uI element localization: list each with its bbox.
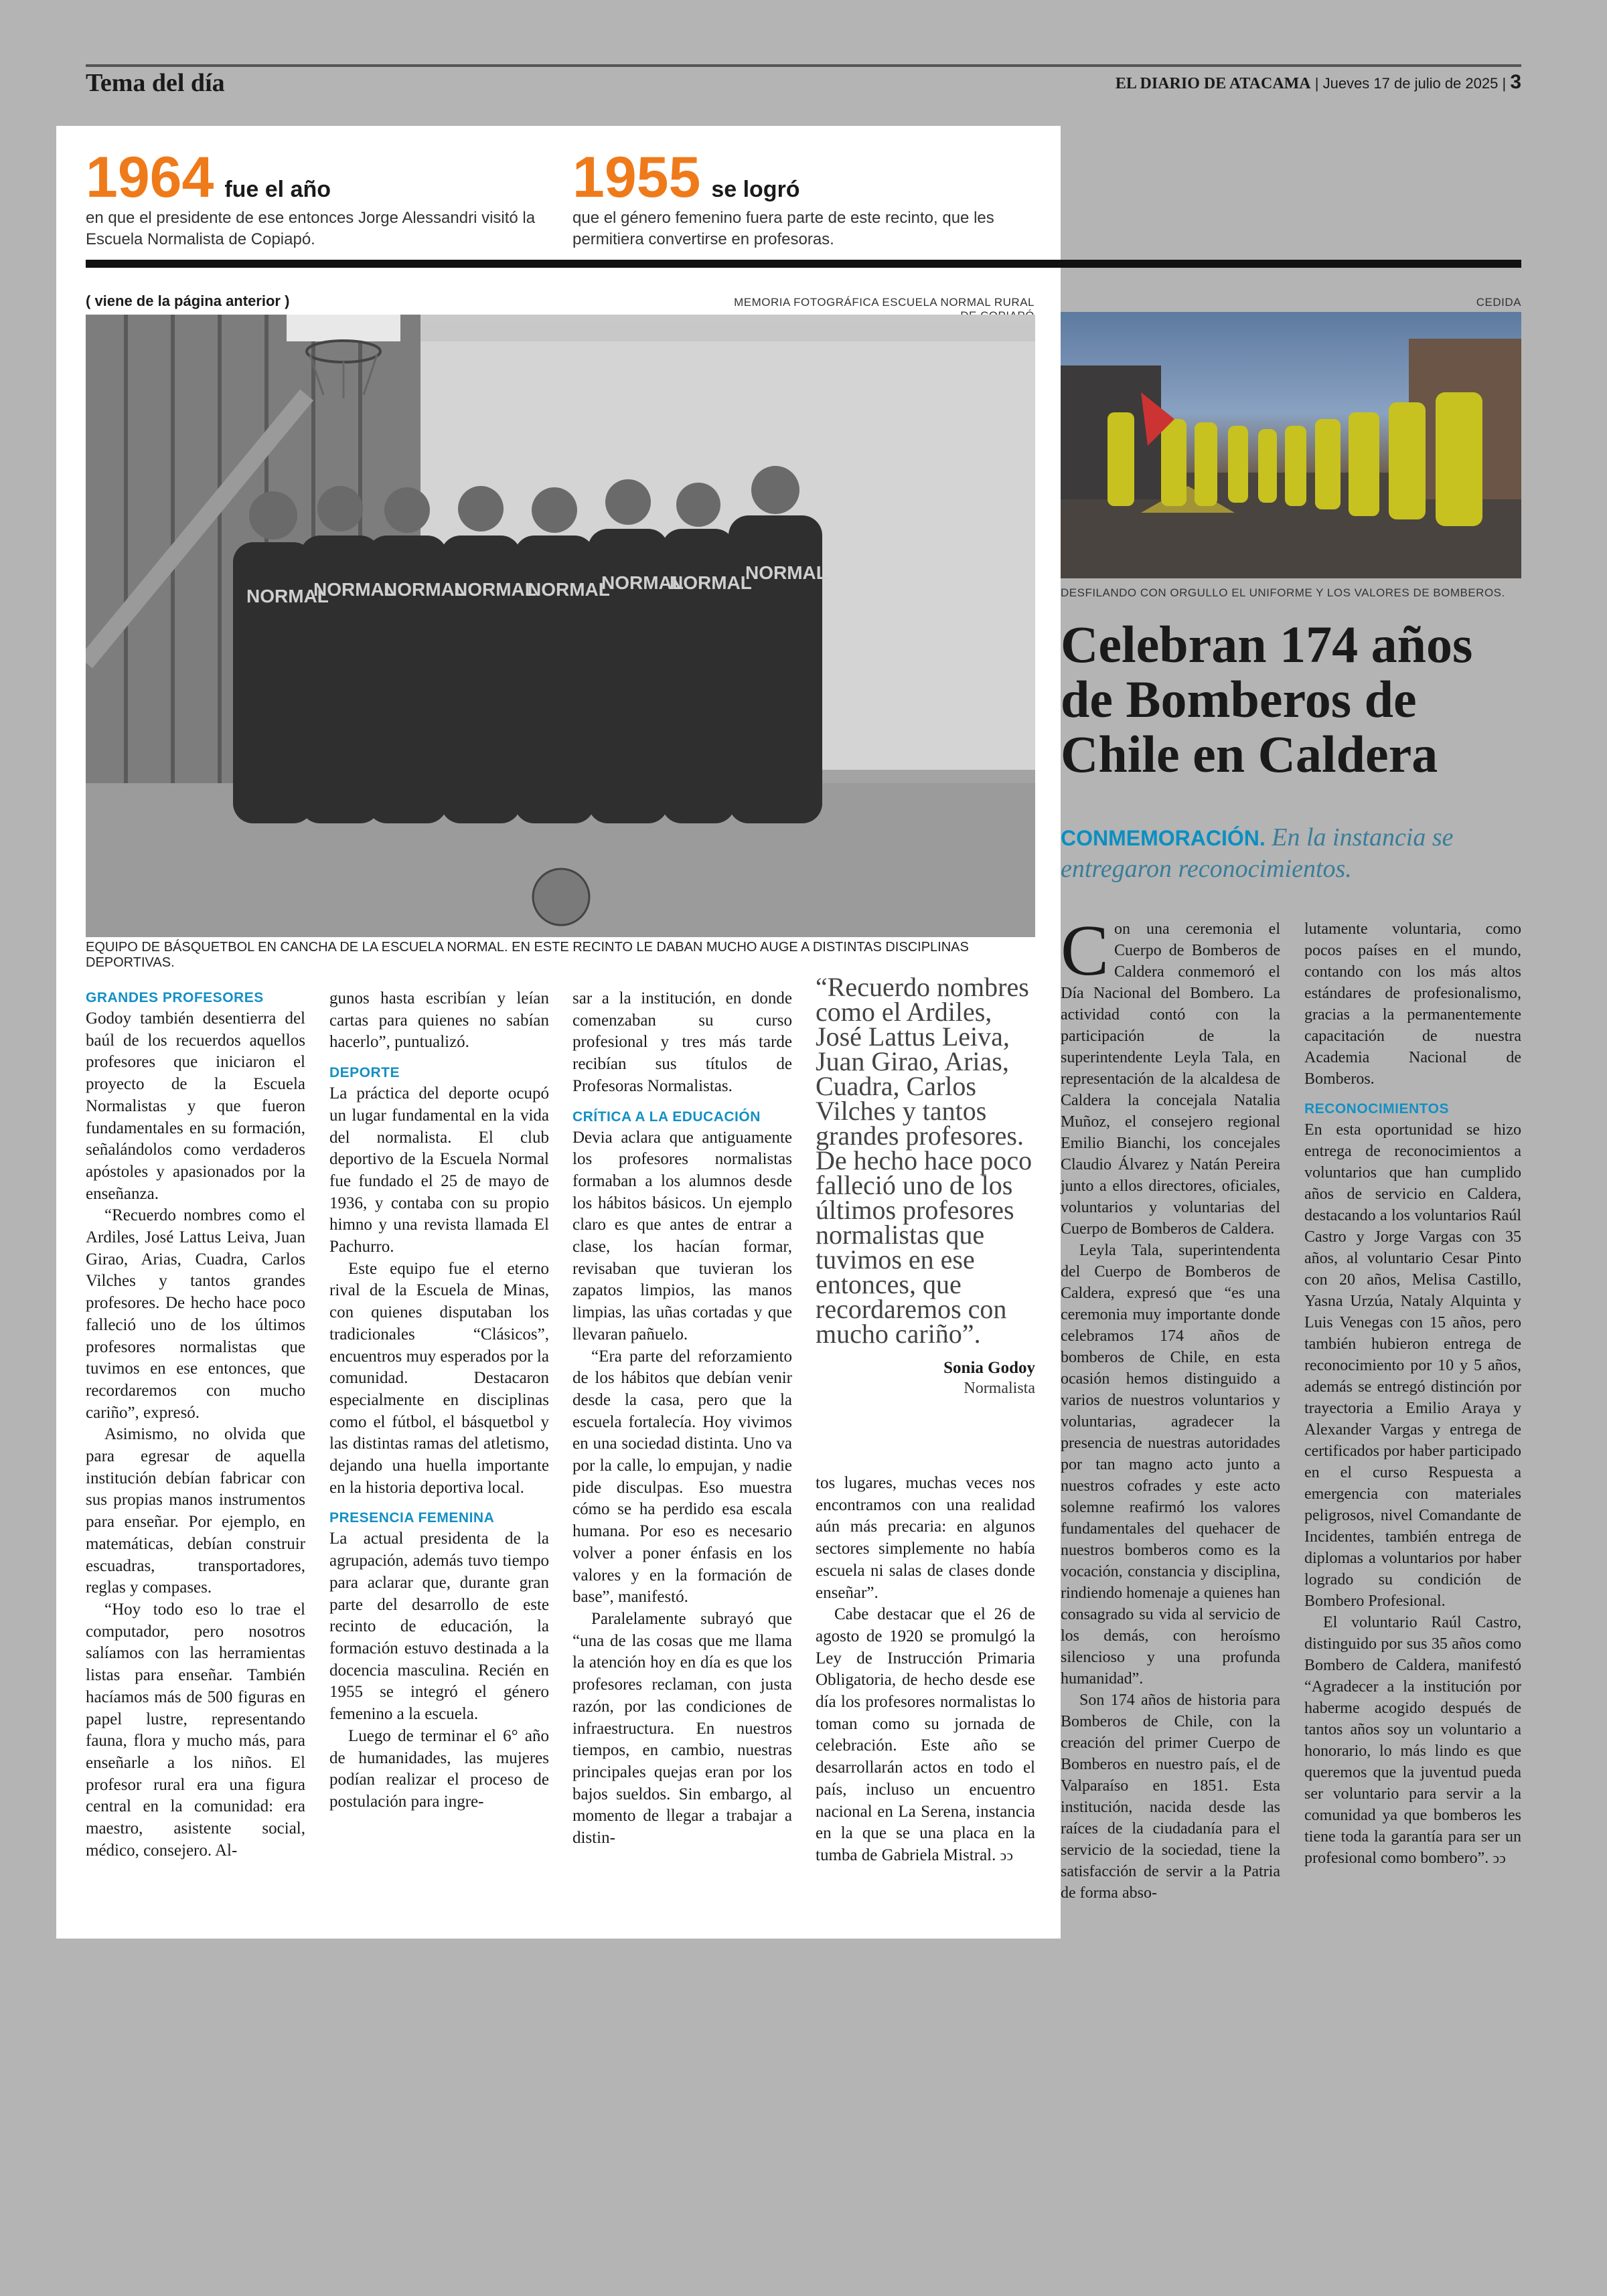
fact-lead: se logró [711,177,800,202]
jersey-lettering: NORMAL [670,572,752,593]
jersey-lettering: NORMAL [454,579,536,600]
paragraph: tos lugares, muchas veces nos encontramos con una realidad aún más precaria: en algunos sectores simplemente no había escuela ni salas de clases donde enseñar”. [816,1474,1035,1602]
section-divider [86,260,1521,268]
fact-year: 1955 [572,145,701,210]
photo-caption: EQUIPO DE BÁSQUETBOL EN CANCHA DE LA ESCUELA NORMAL. EN ESTE RECINTO LE DABAN MUCHO AUGE A DISTINTAS DISCIPLINAS DEPORTIVAS. [86,940,969,970]
paragraph: “Era parte del reforzamiento de los hábitos que debían venir desde la casa, pero que la escuela fortalecía. Hoy vivimos en una sociedad distinta. Uno va por la calle, lo empujan, y nadie pide disculpas. Eso muestra cómo se ha perdido esa escala humana. Por eso es necesario volver a poner énfasis en los valores y en la formación de base”, manifestó. [572,1347,792,1607]
paragraph: Devia aclara que antiguamente los profesores normalistas formaban a los alumnos desde los hábitos básicos. Un ejemplo claro es que antes de entrar a clase, los hacían formar, revisaban que tuvieran los zapatos limpios, las manos limpias, las uñas cortadas y que llevaran pañuelo. [572,1128,792,1343]
end-mark: ↄↄ [1000,1846,1013,1864]
paragraph: Paralelamente subrayó que “una de las cosas que me llama la atención hoy en día es que los profesores reclaman, con justa razón, por las condiciones de infraestructura. En nuestros tiempos, en cambio, nuestras principales quejas eran por los bajos sueldos. Sin embargo, al momento de llegar a trabajar a distin- [572,1609,792,1848]
paragraph-text: El voluntario Raúl Castro, distinguido por sus 35 años como Bombero de Caldera, manifestó “Agradecer a la institución por haberme acogido después de tantos años soy un voluntario a honorario, lo más lindo es que queremos que la juventud pueda ser voluntario para servir a la comunidad ya que bomberos les tiene toda la garantía para ser un profesional como bombero”. [1304,1614,1521,1867]
paragraph: La práctica del deporte ocupó un lugar fundamental en la vida del normalista. El club deportivo de la Escuela Normal fue fundado el 25 de mayo de 1936, y contaba con su propio himno y una revista llamada El Pachurro. [329,1084,549,1256]
jersey-lettering: NORMAL [601,572,684,593]
ball [533,869,589,925]
fact-lead: fue el año [224,177,331,202]
newspaper-name: EL DIARIO DE ATACAMA [1115,75,1311,92]
jersey-lettering: NORMAL [246,586,329,606]
deck-text: En la instancia se entregaron reconocimientos. [1061,823,1454,883]
paragraph: Asimismo, no olvida que para egresar de aquella institución debían fabricar con sus propias manos instrumentos para enseñar. Por ejemplo, en matemáticas, debían construir escuadras, transportadores, reglas y compases. [86,1425,305,1597]
photo-credit: CEDIDA [1476,296,1521,309]
header-rule [86,64,1521,67]
page-header [86,64,1521,98]
paragraph: Este equipo fue el eterno rival de la Escuela de Minas, con quienes disputaban los tradicionales “Clásicos”, encuentros muy esperados por la comunidad. Destacaron especialmente en disciplinas como el fútbol, el básquetbol y las distintas ramas del atletismo, dejando una huella importante en la historia deportiva local. [329,1259,549,1497]
subheading: CRÍTICA A LA EDUCACIÓN [572,1109,761,1125]
fact-text: que el género femenino fuera parte de este recinto, que les permitiera convertirse en profesoras. [572,209,994,248]
jersey-lettering: NORMAL [384,579,466,600]
paragraph: La actual presidenta de la agrupación, además tuvo tiempo para aclarar que, durante gran parte del desarrollo de este recinto de educación, la formación estuvo destinada a la docencia masculina. Recién en 1955 se integró el género femenino a la escuela. [329,1530,549,1724]
article-column-4 [816,1473,1035,1867]
pull-quote [816,972,1035,1398]
paragraph: “Hoy todo eso lo trae el computador, pero nosotros salíamos con las herramientas listas para enseñar. También hacíamos más de 500 figuras en papel lustre, representando fauna, flora y mucho más, para enseñarle a los niños. El profesor rural era una figura central en la comunidad: era maestro, asistente social, médico, consejero. Al- [86,1600,305,1860]
paragraph-text: Cabe destacar que el 26 de agosto de 1920 se promulgó la Ley de Instrucción Primaria Obligatoria, de hecho desde ese día los profesores normalistas lo toman como su jornada de celebración. Este año se desarrollarán actos en todo el país, incluso un encuentro nacional en La Serena, instancia en la que se una placa en la tumba de Gabriela Mistral. [816,1605,1035,1864]
basketball-team-photo [86,315,1035,937]
paragraph: Leyla Tala, superintendenta del Cuerpo de Bomberos de Caldera, expresó que “es una ceremonia muy importante donde celebramos 174 años de bomberos de Chile, en esta ocasión hemos distinguido a varios de nuestros voluntarios y voluntarias, agradecer la presencia de nuestras autoridades por tan magno acto junto a nuestros cofrades y este acto solemne reafirmó los valores fundamentales del quehacer de nuestros bomberos como es la vocación, constancia y disciplina, rindiendo homenaje a quienes han consagrado su vida al servicio de los demás, con heroísmo silencioso y una profunda humanidad”. [1061,1242,1280,1688]
drop-cap: C [1061,911,1109,991]
end-mark: ↄↄ [1493,1850,1506,1866]
jersey-lettering: NORMAL [745,562,828,583]
subheading: DEPORTE [329,1065,400,1081]
article-column-3 [572,988,792,1850]
paragraph: Godoy también desentierra del baúl de los recuerdos aquellos profesores que iniciaron el proyecto de la Escuela Normalistas y que fueron fundamentales en su formación, señalándolos como verdaderos apóstoles y apasionados por la enseñanza. [86,1009,305,1203]
continued-note: ( viene de la página anterior ) [86,293,290,309]
fact-box-1955 [572,145,1028,250]
fact-year: 1964 [86,145,214,210]
paragraph [1061,911,1280,1240]
photo-illustration [1061,312,1521,578]
section-label: Tema del día [86,69,225,97]
paragraph: sar a la institución, en donde comenzaban su curso profesional y tres más tarde recibían sus títulos de Profesoras Normalistas. [572,989,792,1095]
quote-role: Normalista [964,1380,1035,1397]
kicker: CONMEMORACIÓN. [1061,826,1266,850]
quote-author: Sonia Godoy [943,1359,1035,1377]
bomberos-column-2 [1304,918,1521,1869]
paragraph [816,1604,1035,1866]
page-number: 3 [1510,71,1521,93]
bomberos-column-1 [1061,911,1280,1904]
quote-text: “Recuerdo nombres como el Ardiles, José Lattus Leiva, Juan Girao, Arias, Cuadra, Carlos Vilches y tantos grandes profesores. De hecho hace poco falleció uno de los últimos profesores normalistas que tuvimos en ese entonces, que recordaremos con mucho cariño”. [816,972,1032,1349]
subheading: GRANDES PROFESORES [86,990,264,1005]
paragraph: lutamente voluntaria, como pocos países en el mundo, contando con los más altos estándares de profesionalismo, gracias a la permanentemente capacitación de nuestra Academia Nacional de Bomberos. [1304,920,1521,1088]
paragraph-text: on una ceremonia el Cuerpo de Bomberos de Caldera conmemoró el Día Nacional del Bombero. La actividad contó con la participación de la superintendente Leyla Tala, en representación de la alcaldesa de Caldera la concejala Natalia Muñoz, el consejero regional Emilio Bianchi, los concejales Claudio Álvarez y Natán Pereira junto a ellos directores, oficiales, voluntarios y voluntarias del Cuerpo de Bomberos de Caldera. [1061,920,1280,1238]
players-group [233,515,822,823]
paragraph [1304,1612,1521,1869]
firefighters-photo [1061,312,1521,578]
issue-date: | Jueves 17 de julio de 2025 | [1314,75,1507,92]
headline: Celebran 174 años de Bomberos de Chile en Caldera [1061,615,1473,783]
paragraph: En esta oportunidad se hizo entrega de reconocimientos a voluntarios que han cumplido años de servicio en Caldera, destacando a los voluntarios Raúl Castro y Jorge Vargas con 35 años, al voluntario Cesar Pinto con 20 años, Melisa Castillo, Yasna Urzúa, Nataly Alquinta y Luis Venegas con 15 años, pero también hubieron entrega de reconocimiento por 10 y 5 años, además se entregó distinción por trayectoria a Emilio Araya y Alexander Vargas y entrega de certificados por haber participado en el curso Respuesta a emergencia con materiales peligrosos, nivel Comandante de Incidentes, también entrega de diplomas a voluntarios por haber logrado su condición de Bombero Profesional. [1304,1121,1521,1610]
jersey-lettering: NORMAL [313,579,396,600]
paragraph: gunos hasta escribían y leían cartas para quienes no sabían hacerlo”, puntualizó. [329,989,549,1052]
masthead-info [1116,71,1521,94]
deck [1061,822,1503,884]
paragraph: Luego de terminar el 6° año de humanidades, las mujeres podían realizar el proceso de postulación para ingre- [329,1726,549,1811]
photo-credit: MEMORIA FOTOGRÁFICA ESCUELA NORMAL RURAL [734,296,1035,309]
paragraph: “Recuerdo nombres como el Ardiles, José Lattus Leiva, Juan Girao, Arias, Cuadra, Carlos Vilches y tantos grandes profesores. De hecho hace poco falleció uno de los últimos profesores normalistas que tuvimos en ese entonces, que recordaremos con mucho cariño”, expresó. [86,1206,305,1422]
photo-caption: DESFILANDO CON ORGULLO EL UNIFORME Y LOS VALORES DE BOMBEROS. [1061,586,1505,599]
subheading: RECONOCIMIENTOS [1304,1101,1449,1117]
article-column-1 [86,988,305,1862]
fact-text: en que el presidente de ese entonces Jorge Alessandri visitó la Escuela Normalista de Copiapó. [86,209,536,248]
photo-illustration [86,315,1035,937]
jersey-lettering: NORMAL [528,579,610,600]
article-column-2 [329,988,549,1813]
fact-box-1964 [86,145,548,250]
subheading: PRESENCIA FEMENINA [329,1510,495,1526]
paragraph: Son 174 años de historia para Bomberos de Chile, con la creación del primer Cuerpo de Bomberos en nuestro país, el de Valparaíso en 1851. Esta institución, nacida desde las raíces de la ciudadanía para el servicio de la sociedad, tiene la satisfacción de servir a la Patria de forma abso- [1061,1692,1280,1902]
